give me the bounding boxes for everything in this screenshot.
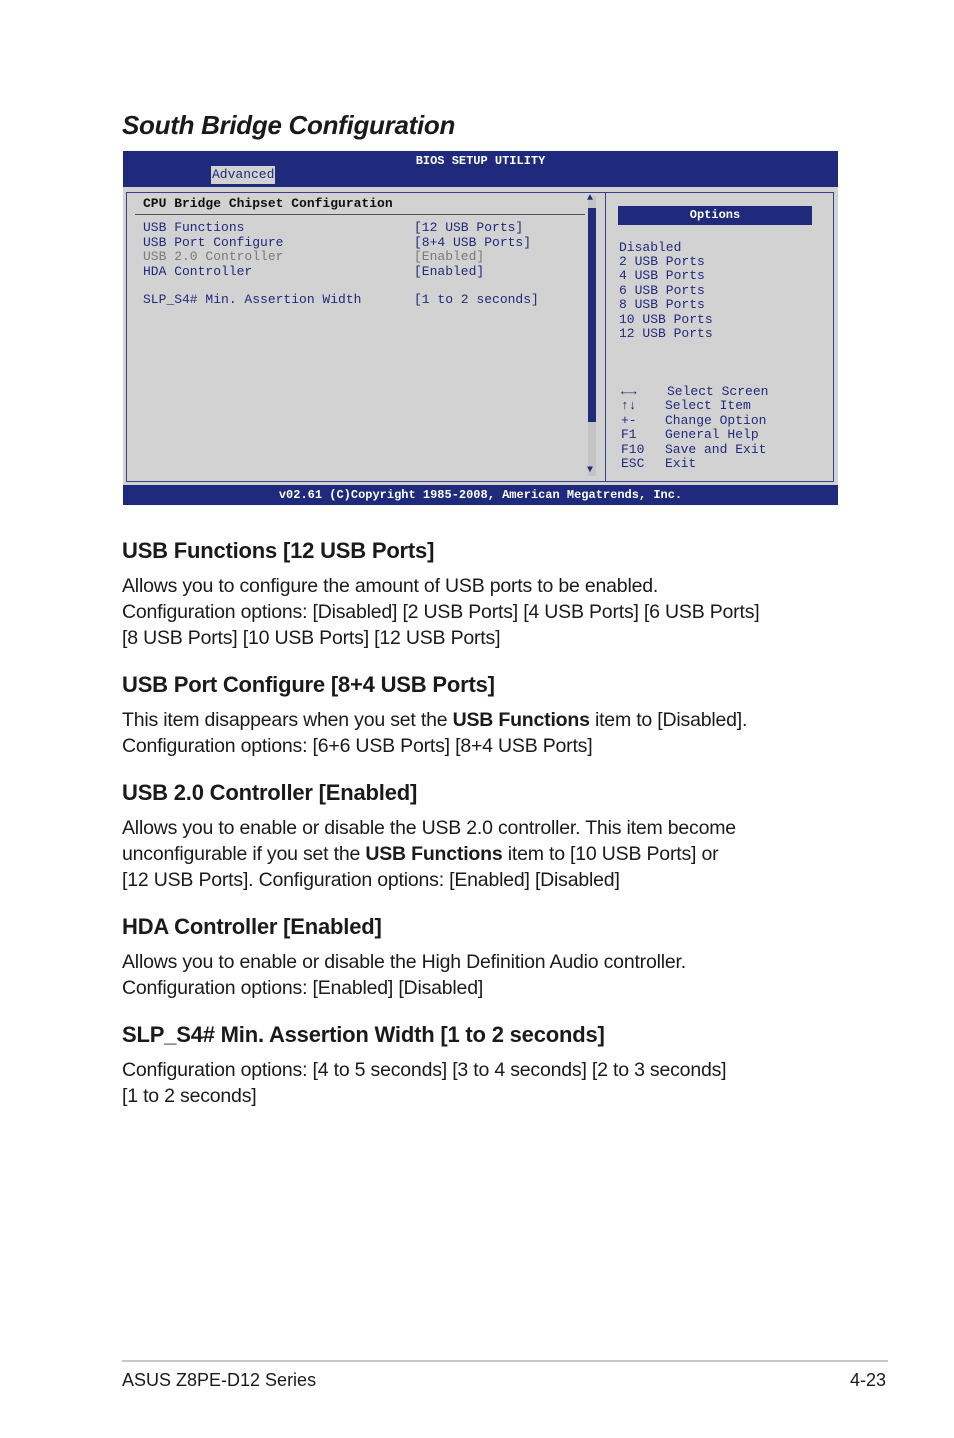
option-item: 10 USB Ports [619, 312, 713, 327]
page-title: South Bridge Configuration [122, 110, 456, 140]
section-text [122, 1057, 726, 1109]
section-heading-hda-controller: HDA Controller [Enabled] [122, 914, 382, 939]
option-item: 4 USB Ports [619, 268, 705, 283]
text-line: Configuration options: [Disabled] [2 USB Ports] [4 USB Ports] [6 USB Ports] [122, 601, 760, 623]
item-usb20-controller: USB 2.0 Controller [143, 249, 284, 264]
scroll-thumb[interactable] [588, 208, 596, 422]
value-hda-controller[interactable]: [Enabled] [414, 264, 485, 279]
section-text [122, 707, 747, 759]
key-arrows-ud-icon: ↑↓ [621, 398, 637, 413]
key-desc: Select Item [665, 398, 751, 413]
page-number: 4-23 [849, 1370, 886, 1390]
text-line: [8 USB Ports] [10 USB Ports] [12 USB Ports] [122, 627, 501, 649]
text-bold: USB Functions [365, 843, 503, 865]
footer-divider [122, 1360, 888, 1362]
settings-pane [127, 193, 594, 481]
text-line: Configuration options: [Enabled] [Disabled] [122, 977, 484, 999]
key-f10: F10 [621, 442, 645, 457]
text-line: [12 USB Ports]. Configuration options: [Enabled] [Disabled] [122, 869, 620, 891]
section-text [122, 573, 759, 651]
key-desc: Save and Exit [665, 442, 767, 457]
text-line [122, 707, 747, 733]
bios-title: BIOS SETUP UTILITY [415, 154, 546, 168]
option-item: Disabled [619, 240, 682, 255]
text-line [122, 841, 736, 867]
key-desc: General Help [665, 427, 759, 442]
scroll-up-arrow-icon[interactable]: ▲ [587, 193, 594, 204]
key-desc: Exit [665, 456, 697, 471]
item-hda-controller[interactable]: HDA Controller [143, 264, 253, 279]
key-plus-minus: +- [621, 413, 637, 428]
section-heading-usb20-controller: USB 2.0 Controller [Enabled] [122, 780, 418, 805]
text-run: This item disappears when you set the [122, 709, 453, 731]
option-item: 2 USB Ports [619, 254, 705, 269]
item-usb-port-configure[interactable]: USB Port Configure [143, 235, 284, 250]
section-text [122, 949, 686, 1001]
option-item: 12 USB Ports [619, 326, 713, 341]
section-heading-usb-functions: USB Functions [12 USB Ports] [122, 538, 435, 563]
bios-header [123, 151, 838, 187]
key-esc: ESC [621, 456, 645, 471]
key-f1: F1 [621, 427, 637, 442]
key-arrows-lr-icon: ←→ [621, 384, 637, 399]
value-usb-functions[interactable]: [12 USB Ports] [414, 220, 524, 235]
text-run: item to [Disabled]. [589, 709, 748, 731]
text-line: Configuration options: [6+6 USB Ports] [8+4 USB Ports] [122, 735, 593, 757]
text-run: unconfigurable if you set the [122, 843, 366, 865]
divider [135, 214, 585, 215]
text-line: Allows you to enable or disable the USB 2.0 controller. This item become [122, 817, 736, 839]
value-slp-s4-width[interactable]: [1 to 2 seconds] [414, 292, 539, 307]
key-desc: Change Option [665, 413, 767, 428]
text-run: item to [10 USB Ports] or [502, 843, 719, 865]
option-item: 6 USB Ports [619, 283, 705, 298]
section-heading-slp-s4-width: SLP_S4# Min. Assertion Width [1 to 2 seconds] [122, 1022, 605, 1047]
footer-product: ASUS Z8PE-D12 Series [122, 1370, 317, 1390]
text-line: [1 to 2 seconds] [122, 1085, 257, 1107]
section-text [122, 815, 736, 893]
value-usb-port-configure[interactable]: [8+4 USB Ports] [414, 235, 532, 250]
item-slp-s4-width[interactable]: SLP_S4# Min. Assertion Width [143, 292, 362, 307]
scroll-down-arrow-icon[interactable]: ▼ [587, 465, 594, 476]
key-desc: Select Screen [667, 384, 769, 399]
options-header: Options [618, 206, 812, 225]
pane-separator [605, 193, 606, 481]
value-usb20-controller: [Enabled] [414, 249, 485, 264]
text-line: Configuration options: [4 to 5 seconds] [3 to 4 seconds] [2 to 3 seconds] [122, 1059, 727, 1081]
text-bold: USB Functions [452, 709, 590, 731]
bios-screenshot [123, 151, 838, 505]
text-line: Allows you to enable or disable the High Definition Audio controller. [122, 951, 686, 973]
pane-title: CPU Bridge Chipset Configuration [143, 196, 393, 211]
bios-frame [126, 192, 834, 482]
tab-advanced[interactable]: Advanced [212, 167, 275, 182]
text-line: Allows you to configure the amount of USB ports to be enabled. [122, 575, 659, 597]
item-usb-functions[interactable]: USB Functions [143, 220, 245, 235]
bios-copyright: v02.61 (C)Copyright 1985-2008, American Megatrends, Inc. [123, 485, 838, 505]
section-heading-usb-port-configure: USB Port Configure [8+4 USB Ports] [122, 672, 495, 697]
option-item: 8 USB Ports [619, 297, 705, 312]
scrollbar[interactable] [587, 193, 596, 476]
